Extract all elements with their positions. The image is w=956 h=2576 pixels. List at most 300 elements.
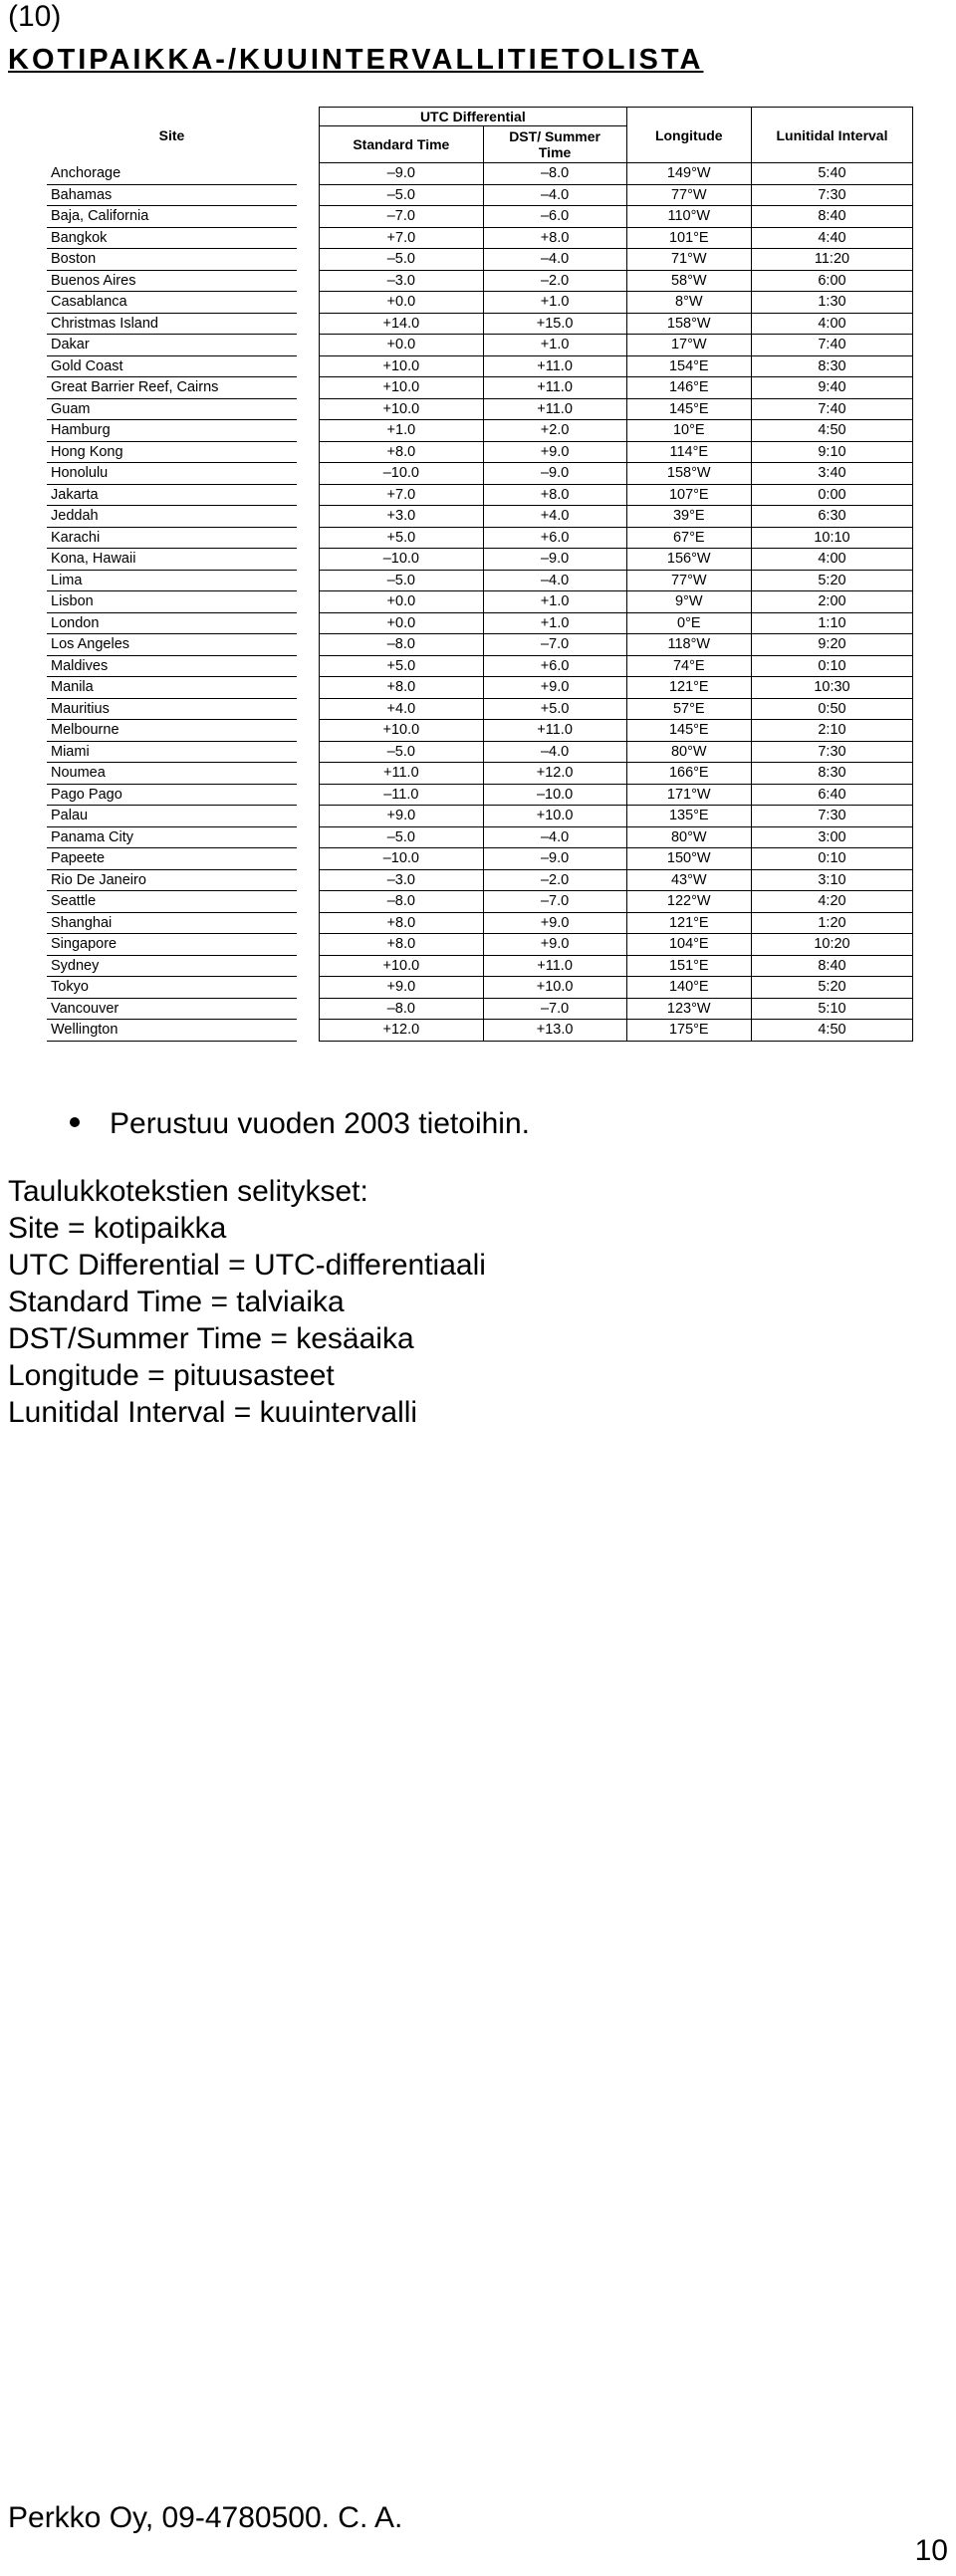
cell-site: Singapore	[47, 934, 297, 956]
cell-gap	[297, 848, 320, 870]
cell-standard-time: +7.0	[320, 484, 484, 506]
cell-standard-time: –3.0	[320, 270, 484, 292]
cell-dst: –7.0	[483, 998, 626, 1020]
cell-standard-time: +9.0	[320, 977, 484, 999]
cell-site: Karachi	[47, 527, 297, 549]
cell-dst: +11.0	[483, 955, 626, 977]
cell-gap	[297, 313, 320, 335]
header-lunitidal: Lunitidal Interval	[751, 108, 912, 163]
header-utc: UTC Differential	[320, 108, 627, 126]
cell-standard-time: +7.0	[320, 227, 484, 249]
cell-gap	[297, 249, 320, 271]
cell-dst: +9.0	[483, 677, 626, 699]
cell-site: Seattle	[47, 891, 297, 913]
header-gap	[297, 108, 320, 163]
cell-gap	[297, 934, 320, 956]
cell-longitude: 123°W	[626, 998, 751, 1020]
cell-site: Shanghai	[47, 912, 297, 934]
cell-dst: –4.0	[483, 741, 626, 763]
cell-standard-time: –9.0	[320, 163, 484, 185]
cell-dst: +15.0	[483, 313, 626, 335]
cell-lunitidal: 1:10	[751, 612, 912, 634]
cell-dst: +11.0	[483, 720, 626, 742]
cell-standard-time: +5.0	[320, 655, 484, 677]
cell-standard-time: +10.0	[320, 377, 484, 399]
cell-lunitidal: 9:40	[751, 377, 912, 399]
cell-dst: –9.0	[483, 848, 626, 870]
cell-gap	[297, 398, 320, 420]
cell-dst: –4.0	[483, 826, 626, 848]
table-row	[47, 591, 913, 613]
cell-standard-time: +4.0	[320, 698, 484, 720]
cell-longitude: 43°W	[626, 869, 751, 891]
cell-dst: +12.0	[483, 763, 626, 785]
cell-longitude: 135°E	[626, 806, 751, 827]
note-text: Perustuu vuoden 2003 tietoihin.	[110, 1107, 530, 1140]
cell-longitude: 74°E	[626, 655, 751, 677]
cell-standard-time: +10.0	[320, 355, 484, 377]
cell-longitude: 149°W	[626, 163, 751, 185]
table-row	[47, 869, 913, 891]
cell-dst: –4.0	[483, 570, 626, 591]
cell-standard-time: +0.0	[320, 591, 484, 613]
cell-lunitidal: 5:20	[751, 570, 912, 591]
table-row	[47, 292, 913, 314]
cell-longitude: 80°W	[626, 741, 751, 763]
table-row	[47, 163, 913, 185]
table-row	[47, 826, 913, 848]
table-row	[47, 998, 913, 1020]
cell-gap	[297, 292, 320, 314]
cell-longitude: 151°E	[626, 955, 751, 977]
cell-site: Great Barrier Reef, Cairns	[47, 377, 297, 399]
table-row	[47, 784, 913, 806]
cell-standard-time: +10.0	[320, 955, 484, 977]
cell-lunitidal: 4:50	[751, 1020, 912, 1042]
cell-longitude: 154°E	[626, 355, 751, 377]
cell-longitude: 145°E	[626, 720, 751, 742]
table-row	[47, 977, 913, 999]
cell-lunitidal: 2:00	[751, 591, 912, 613]
cell-gap	[297, 270, 320, 292]
cell-longitude: 77°W	[626, 184, 751, 206]
cell-longitude: 122°W	[626, 891, 751, 913]
cell-lunitidal: 4:00	[751, 313, 912, 335]
cell-site: Tokyo	[47, 977, 297, 999]
cell-dst: +9.0	[483, 441, 626, 463]
cell-longitude: 107°E	[626, 484, 751, 506]
cell-standard-time: –5.0	[320, 826, 484, 848]
header-site: Site	[158, 126, 185, 143]
bullet-dot-icon	[70, 1117, 80, 1127]
table-row	[47, 677, 913, 699]
cell-site: Pago Pago	[47, 784, 297, 806]
cell-longitude: 121°E	[626, 677, 751, 699]
cell-standard-time: –11.0	[320, 784, 484, 806]
cell-lunitidal: 8:30	[751, 763, 912, 785]
cell-lunitidal: 4:00	[751, 549, 912, 571]
cell-dst: +1.0	[483, 591, 626, 613]
note-bullet	[70, 1107, 530, 1141]
cell-longitude: 39°E	[626, 506, 751, 528]
cell-standard-time: +10.0	[320, 720, 484, 742]
cell-site: Manila	[47, 677, 297, 699]
page-title: KOTIPAIKKA-/KUUINTERVALLITIETOLISTA	[8, 44, 704, 76]
cell-site: Lisbon	[47, 591, 297, 613]
cell-dst: +11.0	[483, 398, 626, 420]
cell-gap	[297, 549, 320, 571]
cell-longitude: 156°W	[626, 549, 751, 571]
table-row	[47, 912, 913, 934]
cell-lunitidal: 0:10	[751, 655, 912, 677]
cell-longitude: 17°W	[626, 335, 751, 356]
footer-contact: Perkko Oy, 09-4780500. C. A.	[8, 2501, 403, 2534]
cell-longitude: 80°W	[626, 826, 751, 848]
cell-longitude: 114°E	[626, 441, 751, 463]
cell-gap	[297, 677, 320, 699]
cell-site: Sydney	[47, 955, 297, 977]
cell-dst: –7.0	[483, 634, 626, 656]
cell-site: Wellington	[47, 1020, 297, 1042]
cell-gap	[297, 977, 320, 999]
cell-site: Vancouver	[47, 998, 297, 1020]
cell-longitude: 140°E	[626, 977, 751, 999]
cell-lunitidal: 8:40	[751, 955, 912, 977]
cell-standard-time: +12.0	[320, 1020, 484, 1042]
cell-longitude: 58°W	[626, 270, 751, 292]
cell-site: Panama City	[47, 826, 297, 848]
cell-dst: –7.0	[483, 891, 626, 913]
table-row	[47, 891, 913, 913]
cell-longitude: 158°W	[626, 463, 751, 485]
cell-gap	[297, 655, 320, 677]
cell-longitude: 104°E	[626, 934, 751, 956]
cell-site: Jeddah	[47, 506, 297, 528]
cell-standard-time: –5.0	[320, 570, 484, 591]
cell-lunitidal: 0:10	[751, 848, 912, 870]
cell-site: Guam	[47, 398, 297, 420]
cell-dst: –2.0	[483, 270, 626, 292]
table-row	[47, 206, 913, 228]
cell-gap	[297, 184, 320, 206]
cell-dst: –6.0	[483, 206, 626, 228]
cell-longitude: 118°W	[626, 634, 751, 656]
cell-longitude: 67°E	[626, 527, 751, 549]
cell-site: Lima	[47, 570, 297, 591]
cell-site: Maldives	[47, 655, 297, 677]
cell-lunitidal: 1:20	[751, 912, 912, 934]
table-row	[47, 420, 913, 442]
cell-dst: +9.0	[483, 912, 626, 934]
cell-longitude: 175°E	[626, 1020, 751, 1042]
table-row	[47, 313, 913, 335]
table-row	[47, 484, 913, 506]
cell-standard-time: –5.0	[320, 184, 484, 206]
cell-lunitidal: 8:30	[751, 355, 912, 377]
table-row	[47, 227, 913, 249]
cell-longitude: 145°E	[626, 398, 751, 420]
cell-dst: +10.0	[483, 806, 626, 827]
cell-standard-time: +11.0	[320, 763, 484, 785]
cell-site: Melbourne	[47, 720, 297, 742]
cell-dst: +13.0	[483, 1020, 626, 1042]
cell-longitude: 121°E	[626, 912, 751, 934]
cell-site: Kona, Hawaii	[47, 549, 297, 571]
cell-site: Hamburg	[47, 420, 297, 442]
legend-line: Standard Time = talviaika	[8, 1286, 345, 1318]
cell-gap	[297, 441, 320, 463]
timezone-table-wrap	[47, 107, 913, 1042]
cell-gap	[297, 869, 320, 891]
cell-longitude: 101°E	[626, 227, 751, 249]
legend-line: Longitude = pituusasteet	[8, 1359, 335, 1392]
cell-dst: +2.0	[483, 420, 626, 442]
timezone-table-body	[47, 163, 913, 1042]
cell-lunitidal: 6:30	[751, 506, 912, 528]
cell-lunitidal: 11:20	[751, 249, 912, 271]
legend-line: UTC Differential = UTC-differentiaali	[8, 1249, 486, 1282]
header-longitude: Longitude	[626, 108, 751, 163]
cell-longitude: 57°E	[626, 698, 751, 720]
page-label: (10)	[8, 0, 62, 33]
cell-site: London	[47, 612, 297, 634]
table-row	[47, 848, 913, 870]
table-row	[47, 741, 913, 763]
cell-longitude: 166°E	[626, 763, 751, 785]
cell-gap	[297, 784, 320, 806]
cell-gap	[297, 591, 320, 613]
cell-dst: –2.0	[483, 869, 626, 891]
cell-standard-time: –10.0	[320, 848, 484, 870]
cell-dst: +5.0	[483, 698, 626, 720]
cell-gap	[297, 527, 320, 549]
cell-site: Dakar	[47, 335, 297, 356]
cell-standard-time: –8.0	[320, 634, 484, 656]
cell-gap	[297, 206, 320, 228]
cell-longitude: 171°W	[626, 784, 751, 806]
cell-dst: +6.0	[483, 527, 626, 549]
cell-standard-time: +8.0	[320, 441, 484, 463]
cell-standard-time: +0.0	[320, 612, 484, 634]
header-standard: Standard Time	[320, 126, 484, 163]
cell-dst: +4.0	[483, 506, 626, 528]
legend-line: Site = kotipaikka	[8, 1212, 227, 1245]
cell-lunitidal: 0:50	[751, 698, 912, 720]
cell-lunitidal: 7:30	[751, 806, 912, 827]
table-row	[47, 570, 913, 591]
table-row	[47, 655, 913, 677]
cell-lunitidal: 2:10	[751, 720, 912, 742]
cell-site: Mauritius	[47, 698, 297, 720]
legend-line: Lunitidal Interval = kuuintervalli	[8, 1396, 418, 1429]
cell-longitude: 10°E	[626, 420, 751, 442]
cell-gap	[297, 463, 320, 485]
cell-lunitidal: 9:20	[751, 634, 912, 656]
cell-standard-time: +3.0	[320, 506, 484, 528]
cell-standard-time: +5.0	[320, 527, 484, 549]
table-row	[47, 355, 913, 377]
cell-longitude: 110°W	[626, 206, 751, 228]
cell-standard-time: +14.0	[320, 313, 484, 335]
table-row	[47, 763, 913, 785]
cell-longitude: 158°W	[626, 313, 751, 335]
cell-lunitidal: 7:40	[751, 398, 912, 420]
cell-standard-time: +10.0	[320, 398, 484, 420]
cell-site: Anchorage	[47, 163, 297, 185]
cell-longitude: 77°W	[626, 570, 751, 591]
table-row	[47, 463, 913, 485]
cell-site: Los Angeles	[47, 634, 297, 656]
cell-lunitidal: 4:40	[751, 227, 912, 249]
table-row	[47, 441, 913, 463]
cell-gap	[297, 741, 320, 763]
cell-dst: –4.0	[483, 249, 626, 271]
timezone-table	[47, 107, 913, 1042]
cell-lunitidal: 5:40	[751, 163, 912, 185]
cell-gap	[297, 634, 320, 656]
cell-lunitidal: 8:40	[751, 206, 912, 228]
cell-lunitidal: 10:30	[751, 677, 912, 699]
cell-gap	[297, 826, 320, 848]
cell-dst: +8.0	[483, 227, 626, 249]
cell-site: Bangkok	[47, 227, 297, 249]
cell-gap	[297, 506, 320, 528]
table-row	[47, 270, 913, 292]
cell-dst: +11.0	[483, 355, 626, 377]
cell-gap	[297, 698, 320, 720]
cell-longitude: 150°W	[626, 848, 751, 870]
cell-standard-time: –5.0	[320, 741, 484, 763]
cell-longitude: 0°E	[626, 612, 751, 634]
cell-standard-time: +8.0	[320, 677, 484, 699]
cell-standard-time: +8.0	[320, 912, 484, 934]
cell-dst: –8.0	[483, 163, 626, 185]
table-row	[47, 955, 913, 977]
table-row	[47, 184, 913, 206]
cell-lunitidal: 3:40	[751, 463, 912, 485]
cell-lunitidal: 5:10	[751, 998, 912, 1020]
cell-lunitidal: 3:00	[751, 826, 912, 848]
cell-standard-time: –10.0	[320, 463, 484, 485]
table-row	[47, 398, 913, 420]
cell-site: Rio De Janeiro	[47, 869, 297, 891]
cell-lunitidal: 0:00	[751, 484, 912, 506]
cell-standard-time: +9.0	[320, 806, 484, 827]
cell-longitude: 146°E	[626, 377, 751, 399]
cell-site: Jakarta	[47, 484, 297, 506]
table-row	[47, 1020, 913, 1042]
table-row	[47, 612, 913, 634]
cell-lunitidal: 10:20	[751, 934, 912, 956]
cell-site: Gold Coast	[47, 355, 297, 377]
cell-gap	[297, 612, 320, 634]
cell-gap	[297, 355, 320, 377]
cell-longitude: 9°W	[626, 591, 751, 613]
cell-standard-time: –8.0	[320, 891, 484, 913]
cell-lunitidal: 6:40	[751, 784, 912, 806]
cell-standard-time: –5.0	[320, 249, 484, 271]
cell-standard-time: +8.0	[320, 934, 484, 956]
table-row	[47, 806, 913, 827]
cell-lunitidal: 1:30	[751, 292, 912, 314]
cell-site: Hong Kong	[47, 441, 297, 463]
cell-dst: +8.0	[483, 484, 626, 506]
legend-line: DST/Summer Time = kesäaika	[8, 1322, 414, 1355]
table-row	[47, 377, 913, 399]
cell-standard-time: +1.0	[320, 420, 484, 442]
table-row	[47, 527, 913, 549]
cell-gap	[297, 763, 320, 785]
cell-standard-time: +0.0	[320, 335, 484, 356]
cell-site: Christmas Island	[47, 313, 297, 335]
cell-lunitidal: 3:10	[751, 869, 912, 891]
cell-gap	[297, 227, 320, 249]
legend-block	[8, 1173, 486, 1431]
cell-gap	[297, 335, 320, 356]
cell-gap	[297, 163, 320, 185]
cell-gap	[297, 720, 320, 742]
cell-dst: –9.0	[483, 549, 626, 571]
cell-gap	[297, 377, 320, 399]
cell-standard-time: –3.0	[320, 869, 484, 891]
cell-lunitidal: 7:30	[751, 741, 912, 763]
cell-lunitidal: 10:10	[751, 527, 912, 549]
cell-longitude: 8°W	[626, 292, 751, 314]
cell-site: Papeete	[47, 848, 297, 870]
cell-gap	[297, 998, 320, 1020]
table-row	[47, 634, 913, 656]
cell-standard-time: +0.0	[320, 292, 484, 314]
cell-site: Buenos Aires	[47, 270, 297, 292]
cell-dst: –10.0	[483, 784, 626, 806]
cell-gap	[297, 420, 320, 442]
cell-dst: +9.0	[483, 934, 626, 956]
cell-site: Boston	[47, 249, 297, 271]
cell-standard-time: –7.0	[320, 206, 484, 228]
cell-standard-time: –8.0	[320, 998, 484, 1020]
cell-site: Palau	[47, 806, 297, 827]
cell-gap	[297, 1020, 320, 1042]
cell-dst: +6.0	[483, 655, 626, 677]
cell-dst: +1.0	[483, 292, 626, 314]
table-row	[47, 549, 913, 571]
cell-site: Bahamas	[47, 184, 297, 206]
cell-lunitidal: 5:20	[751, 977, 912, 999]
cell-site: Noumea	[47, 763, 297, 785]
page-number: 10	[914, 2534, 948, 2567]
cell-dst: –4.0	[483, 184, 626, 206]
table-row	[47, 335, 913, 356]
cell-dst: +1.0	[483, 335, 626, 356]
cell-lunitidal: 9:10	[751, 441, 912, 463]
cell-site: Miami	[47, 741, 297, 763]
cell-lunitidal: 4:20	[751, 891, 912, 913]
cell-gap	[297, 955, 320, 977]
cell-gap	[297, 912, 320, 934]
table-row	[47, 720, 913, 742]
cell-gap	[297, 806, 320, 827]
legend-heading: Taulukkotekstien selitykset:	[8, 1175, 368, 1208]
cell-lunitidal: 7:40	[751, 335, 912, 356]
cell-dst: +11.0	[483, 377, 626, 399]
cell-lunitidal: 6:00	[751, 270, 912, 292]
cell-site: Honolulu	[47, 463, 297, 485]
cell-gap	[297, 891, 320, 913]
table-row	[47, 934, 913, 956]
cell-dst: –9.0	[483, 463, 626, 485]
cell-gap	[297, 570, 320, 591]
table-row	[47, 506, 913, 528]
